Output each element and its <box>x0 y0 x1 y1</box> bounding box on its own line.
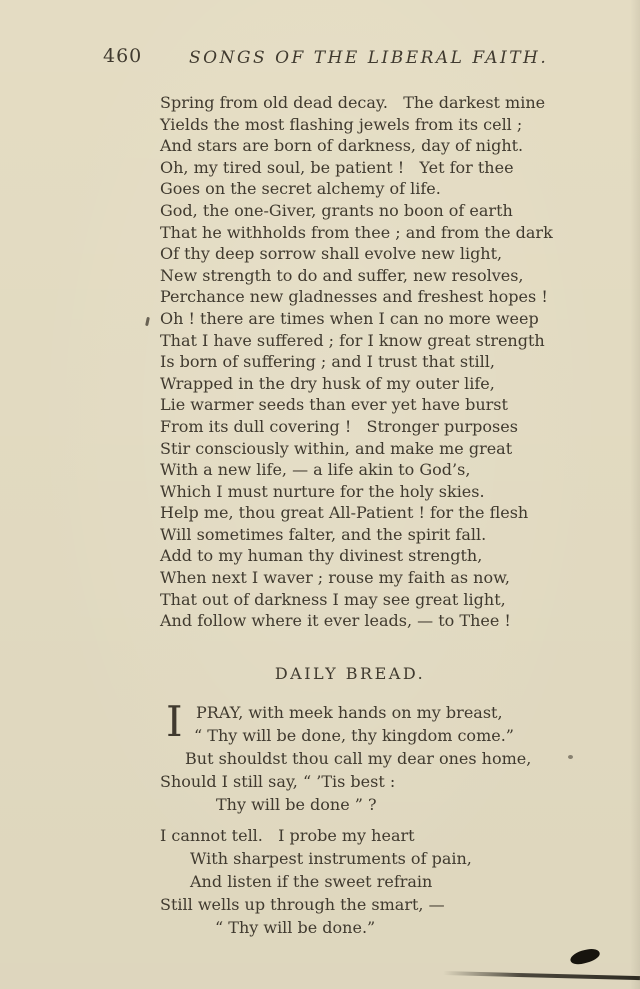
poem-line: Goes on the secret alchemy of life. <box>160 179 441 199</box>
poem-line: From its dull covering ! Stronger purposes <box>160 416 518 436</box>
poem-line: Of thy deep sorrow shall evolve new light, <box>160 244 503 264</box>
running-title: SONGS OF THE LIBERAL FAITH. <box>189 48 549 68</box>
poem-line: That out of darkness I may see great light, <box>160 589 506 609</box>
poem-line: With a new life, — a life akin to God’s, <box>160 460 471 480</box>
poem-line: Should I still say, “ ’Tis best : <box>160 772 396 791</box>
poem-line: Is born of suffering ; and I trust that still, <box>160 352 495 372</box>
daily-bread-stanza-1 <box>160 697 532 816</box>
poem-line: Will sometimes falter, and the spirit fall. <box>160 524 487 544</box>
poem-line: Yields the most flashing jewels from its cell ; <box>160 114 523 134</box>
poem-line: Still wells up through the smart, — <box>160 895 445 914</box>
poem-title: DAILY BREAD. <box>274 664 426 683</box>
page-number: 460 <box>103 45 143 67</box>
drop-cap-initial: I <box>166 697 183 746</box>
scan-artifact-stray-mark <box>145 317 150 326</box>
poem-line: Lie warmer seeds than ever yet have burst <box>160 395 508 415</box>
poem-line: That I have suffered ; for I know great strength <box>160 330 545 350</box>
poem-line: New strength to do and suffer, new resolves, <box>160 265 524 285</box>
poem-line: Wrapped in the dry husk of my outer life, <box>160 373 495 393</box>
poem-line: And stars are born of darkness, day of night. <box>160 136 524 156</box>
poem-line: Oh, my tired soul, be patient ! Yet for thee <box>160 157 514 177</box>
poem-line: Perchance new gladnesses and freshest hopes ! <box>160 287 548 307</box>
poem-line: Stir consciously within, and make me great <box>160 438 513 458</box>
scan-artifact-page-edge <box>443 971 640 980</box>
poem-line: I cannot tell. I probe my heart <box>160 826 415 845</box>
poem-line: Oh ! there are times when I can no more weep <box>160 308 539 328</box>
poem-line: Spring from old dead decay. The darkest mine <box>160 93 546 112</box>
scan-artifact-dot <box>568 755 573 759</box>
poem-line: PRAY, with meek hands on my breast, <box>196 703 503 722</box>
daily-bread-stanza-2 <box>160 824 472 939</box>
poem-line: Add to my human thy divinest strength, <box>160 546 483 566</box>
poem-line: Thy will be done ” ? <box>216 795 377 814</box>
poem-line: When next I waver ; rouse my faith as now, <box>160 568 510 588</box>
poem-line: With sharpest instruments of pain, <box>190 849 472 868</box>
poem-line: But shouldst thou call my dear ones home, <box>185 749 532 768</box>
poem-line: And listen if the sweet refrain <box>190 872 433 891</box>
poem-line: Which I must nurture for the holy skies. <box>160 481 485 501</box>
poem-continuation <box>160 92 553 632</box>
poem-line: Help me, thou great All-Patient ! for the flesh <box>160 503 529 523</box>
poem-line: “ Thy will be done, thy kingdom come.” <box>194 726 514 745</box>
poem-line: “ Thy will be done.” <box>215 918 376 937</box>
poem-line: That he withholds from thee ; and from the dark <box>160 222 553 242</box>
poem-line: And follow where it ever leads, — to Thee ! <box>160 611 511 631</box>
poem-line: God, the one-Giver, grants no boon of earth <box>160 200 513 220</box>
scan-artifact-corner-blot <box>569 946 602 968</box>
